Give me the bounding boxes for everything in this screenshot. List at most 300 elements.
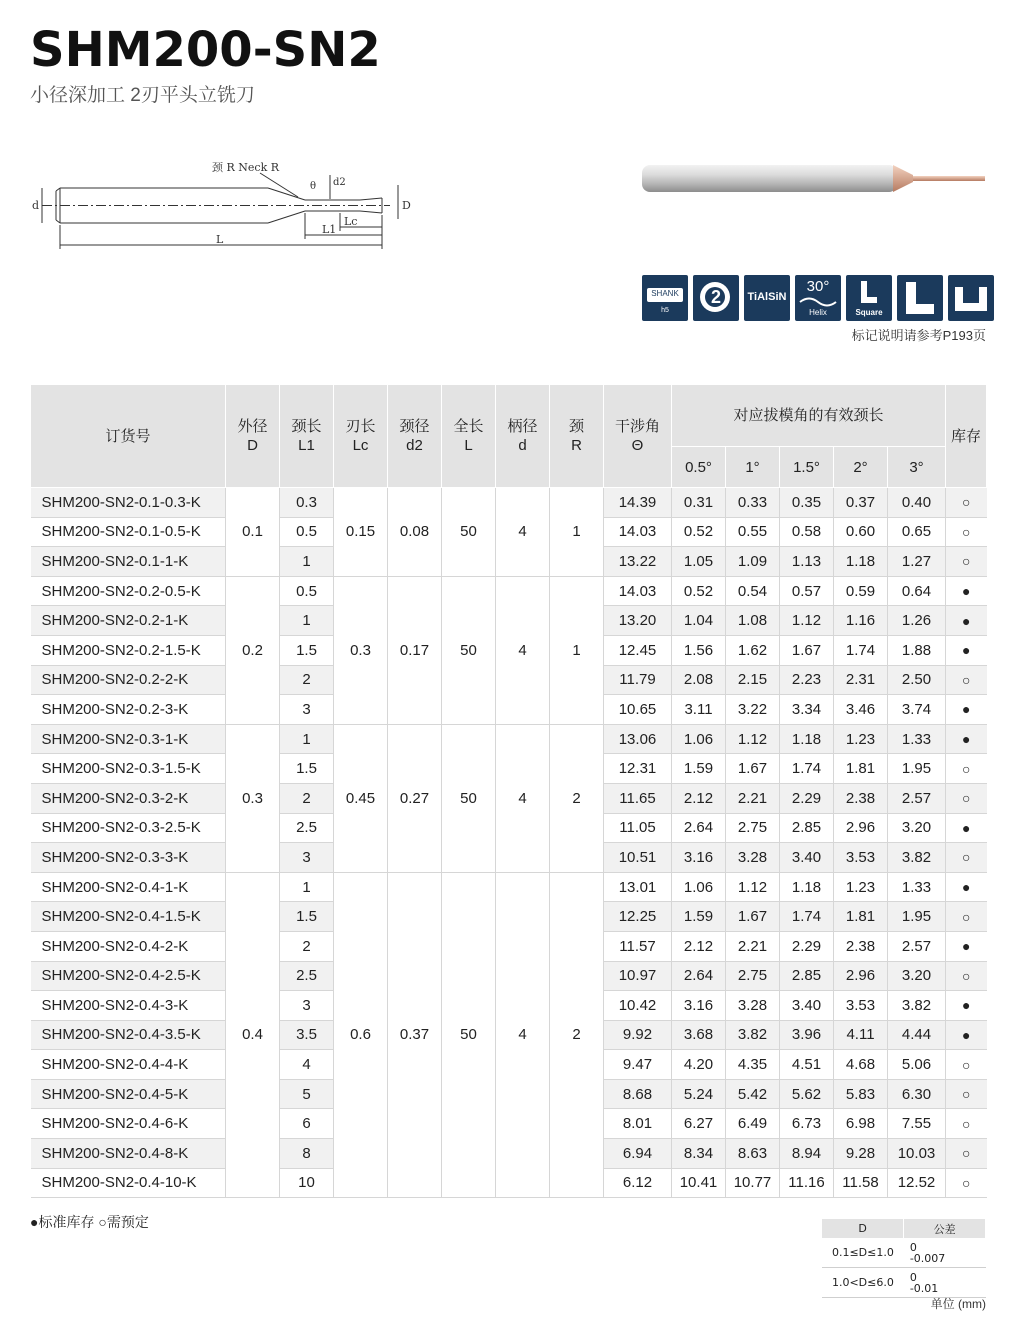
effective-length-cell: 7.55 [888, 1109, 946, 1139]
neck-length-cell: 0.5 [280, 576, 334, 606]
effective-length-cell: 1.12 [726, 724, 780, 754]
stock-status-cell: ○ [946, 665, 987, 695]
effective-length-cell: 1.59 [672, 902, 726, 932]
neck-length-cell: 1.5 [280, 635, 334, 665]
order-number-cell: SHM200-SN2-0.2-1-K [31, 606, 226, 636]
effective-length-cell: 1.06 [672, 872, 726, 902]
effective-length-cell: 1.16 [834, 606, 888, 636]
neck-length-cell: 8 [280, 1139, 334, 1169]
stock-status-cell: ○ [946, 1109, 987, 1139]
overall-length-cell: 50 [442, 488, 496, 577]
order-number-cell: SHM200-SN2-0.4-5-K [31, 1079, 226, 1109]
header-L1 [280, 385, 334, 488]
interference-angle-cell: 11.79 [604, 665, 672, 695]
effective-length-cell: 3.11 [672, 695, 726, 725]
effective-length-cell: 3.82 [888, 843, 946, 873]
effective-length-cell: 1.95 [888, 754, 946, 784]
tolerance-upper: 0 [909, 1240, 917, 1254]
effective-length-cell: 1.05 [672, 547, 726, 577]
neck-length-cell: 2.5 [280, 961, 334, 991]
effective-length-cell: 3.74 [888, 695, 946, 725]
L1-label: L1 [322, 223, 337, 236]
effective-length-cell: 0.55 [726, 517, 780, 547]
feature-icons [642, 275, 994, 321]
effective-length-cell: 0.35 [780, 488, 834, 518]
outer-diameter-cell: 0.1 [226, 488, 280, 577]
effective-length-cell: 1.12 [780, 606, 834, 636]
interference-angle-cell: 10.42 [604, 991, 672, 1021]
effective-length-cell: 9.28 [834, 1139, 888, 1169]
effective-length-cell: 2.50 [888, 665, 946, 695]
effective-length-cell: 2.29 [780, 783, 834, 813]
effective-length-cell: 11.58 [834, 1168, 888, 1198]
order-number-cell: SHM200-SN2-0.4-1-K [31, 872, 226, 902]
effective-length-cell: 1.74 [780, 902, 834, 932]
tolerance-value [904, 1268, 986, 1298]
effective-length-cell: 2.57 [888, 783, 946, 813]
effective-length-cell: 4.44 [888, 1020, 946, 1050]
order-number-cell: SHM200-SN2-0.4-8-K [31, 1139, 226, 1169]
neck-length-cell: 2 [280, 931, 334, 961]
neck-diameter-cell: 0.08 [388, 488, 442, 577]
effective-length-cell: 1.74 [780, 754, 834, 784]
l-shape-icon [897, 275, 943, 321]
neck-diameter-cell: 0.27 [388, 724, 442, 872]
tolerance-lower: -0.01 [909, 1281, 939, 1295]
stock-status-cell: ● [946, 576, 987, 606]
effective-length-cell: 1.09 [726, 547, 780, 577]
effective-length-cell: 1.18 [834, 547, 888, 577]
stock-status-cell: ● [946, 931, 987, 961]
tolerance-range: 0.1≤D≤1.0 [822, 1238, 904, 1268]
shank-tolerance-label: h5 [661, 307, 669, 314]
header-R-cn: 颈 [568, 418, 584, 435]
effective-length-cell: 2.64 [672, 813, 726, 843]
theta-label: θ [310, 181, 317, 192]
effective-length-cell: 6.73 [780, 1109, 834, 1139]
slot-icon [948, 275, 994, 321]
stock-status-cell: ○ [946, 1168, 987, 1198]
order-number-cell: SHM200-SN2-0.4-1.5-K [31, 902, 226, 932]
stock-status-cell: ○ [946, 488, 987, 518]
table-row [31, 488, 987, 518]
effective-length-cell: 3.40 [780, 843, 834, 873]
effective-length-cell: 2.21 [726, 931, 780, 961]
shank-diameter-cell: 4 [496, 576, 550, 724]
overall-length-cell: 50 [442, 576, 496, 724]
outer-diameter-cell: 0.4 [226, 872, 280, 1198]
effective-length-cell: 1.67 [726, 902, 780, 932]
header-D [226, 385, 280, 488]
effective-length-cell: 1.59 [672, 754, 726, 784]
overall-length-cell: 50 [442, 724, 496, 872]
neck-r-cell: 1 [550, 576, 604, 724]
stock-status-cell: ● [946, 635, 987, 665]
header-d-sym: d [518, 437, 527, 454]
stock-status-cell: ○ [946, 517, 987, 547]
shank-label: SHANK [651, 289, 679, 298]
square-end-icon [846, 275, 892, 321]
effective-length-cell: 6.27 [672, 1109, 726, 1139]
order-number-cell: SHM200-SN2-0.1-1-K [31, 547, 226, 577]
header-L1-cn: 颈长 [291, 418, 322, 435]
effective-length-cell: 1.95 [888, 902, 946, 932]
header-Lc-cn: 刃长 [345, 418, 376, 435]
tolerance-value [904, 1238, 986, 1268]
order-number-cell: SHM200-SN2-0.2-3-K [31, 695, 226, 725]
effective-length-cell: 2.64 [672, 961, 726, 991]
table-row [31, 576, 987, 606]
effective-length-cell: 6.49 [726, 1109, 780, 1139]
stock-status-cell: ○ [946, 1079, 987, 1109]
effective-length-cell: 2.75 [726, 813, 780, 843]
effective-length-cell: 0.33 [726, 488, 780, 518]
effective-length-cell: 3.68 [672, 1020, 726, 1050]
effective-length-cell: 10.03 [888, 1139, 946, 1169]
effective-length-cell: 1.13 [780, 547, 834, 577]
stock-status-cell: ● [946, 1020, 987, 1050]
header-stock: 库存 [946, 385, 987, 488]
effective-length-cell: 3.20 [888, 961, 946, 991]
effective-length-cell: 2.85 [780, 961, 834, 991]
effective-length-cell: 4.20 [672, 1050, 726, 1080]
effective-length-cell: 0.65 [888, 517, 946, 547]
spec-table [30, 384, 987, 1198]
shank-h5-icon [642, 275, 688, 321]
effective-length-cell: 5.83 [834, 1079, 888, 1109]
order-number-cell: SHM200-SN2-0.4-10-K [31, 1168, 226, 1198]
effective-length-cell: 0.52 [672, 576, 726, 606]
header-d2-cn: 颈径 [399, 418, 430, 435]
order-number-cell: SHM200-SN2-0.2-0.5-K [31, 576, 226, 606]
two-flute-icon [693, 275, 739, 321]
effective-length-cell: 2.38 [834, 783, 888, 813]
effective-length-cell: 8.63 [726, 1139, 780, 1169]
effective-length-cell: 4.51 [780, 1050, 834, 1080]
order-number-cell: SHM200-SN2-0.3-1-K [31, 724, 226, 754]
effective-length-cell: 1.23 [834, 724, 888, 754]
effective-length-cell: 2.12 [672, 931, 726, 961]
effective-length-cell: 3.16 [672, 991, 726, 1021]
header-R [550, 385, 604, 488]
neck-r-cell: 2 [550, 724, 604, 872]
tool-photo [638, 160, 988, 200]
header-angle: 1° [726, 447, 780, 488]
header-Lc [334, 385, 388, 488]
effective-length-cell: 3.16 [672, 843, 726, 873]
tolerance-table [822, 1219, 986, 1298]
interference-angle-cell: 13.22 [604, 547, 672, 577]
interference-angle-cell: 12.45 [604, 635, 672, 665]
neck-length-cell: 1 [280, 606, 334, 636]
effective-length-cell: 11.16 [780, 1168, 834, 1198]
tolerance-upper: 0 [909, 1270, 917, 1284]
interference-angle-cell: 8.68 [604, 1079, 672, 1109]
neck-diameter-cell: 0.17 [388, 576, 442, 724]
tolerance-lower: -0.007 [909, 1251, 946, 1265]
shank-diameter-cell: 4 [496, 488, 550, 577]
effective-length-cell: 3.40 [780, 991, 834, 1021]
neck-length-cell: 3 [280, 991, 334, 1021]
effective-length-cell: 3.34 [780, 695, 834, 725]
effective-length-cell: 6.30 [888, 1079, 946, 1109]
flute-length-cell: 0.6 [334, 872, 388, 1198]
neck-length-cell: 3 [280, 843, 334, 873]
effective-length-cell: 1.27 [888, 547, 946, 577]
order-required-label: 需预定 [106, 1214, 149, 1230]
header-L-cn: 全长 [453, 418, 484, 435]
interference-angle-cell: 10.97 [604, 961, 672, 991]
neck-length-cell: 2 [280, 665, 334, 695]
header-angle: 1.5° [780, 447, 834, 488]
effective-length-cell: 8.94 [780, 1139, 834, 1169]
effective-length-cell: 1.67 [726, 754, 780, 784]
d2-label: d2 [333, 177, 346, 188]
header-order: 订货号 [31, 385, 226, 488]
helix-icon [795, 275, 841, 321]
effective-length-cell: 2.85 [780, 813, 834, 843]
order-number-cell: SHM200-SN2-0.4-2.5-K [31, 961, 226, 991]
effective-length-cell: 0.58 [780, 517, 834, 547]
interference-angle-cell: 8.01 [604, 1109, 672, 1139]
icons-note: 标记说明请参考P193页 [851, 328, 986, 343]
effective-length-cell: 0.40 [888, 488, 946, 518]
interference-angle-cell: 6.94 [604, 1139, 672, 1169]
order-number-cell: SHM200-SN2-0.3-2.5-K [31, 813, 226, 843]
effective-length-cell: 5.24 [672, 1079, 726, 1109]
order-number-cell: SHM200-SN2-0.4-3.5-K [31, 1020, 226, 1050]
interference-angle-cell: 13.20 [604, 606, 672, 636]
effective-length-cell: 5.06 [888, 1050, 946, 1080]
effective-length-cell: 3.53 [834, 991, 888, 1021]
interference-angle-cell: 14.39 [604, 488, 672, 518]
effective-length-cell: 1.12 [726, 872, 780, 902]
effective-length-cell: 1.08 [726, 606, 780, 636]
neck-length-cell: 6 [280, 1109, 334, 1139]
effective-length-cell: 2.57 [888, 931, 946, 961]
effective-length-cell: 4.35 [726, 1050, 780, 1080]
interference-angle-cell: 13.01 [604, 872, 672, 902]
neck-length-cell: 3 [280, 695, 334, 725]
header-d-cn: 柄径 [507, 418, 538, 435]
header-D-sym: D [247, 437, 258, 454]
L-label: L [216, 233, 224, 246]
overall-length-cell: 50 [442, 872, 496, 1198]
effective-length-cell: 1.18 [780, 872, 834, 902]
interference-angle-cell: 11.05 [604, 813, 672, 843]
neck-diameter-cell: 0.37 [388, 872, 442, 1198]
header-theta-sym: Θ [631, 437, 644, 454]
neck-length-cell: 1.5 [280, 754, 334, 784]
effective-length-cell: 3.53 [834, 843, 888, 873]
order-number-cell: SHM200-SN2-0.4-3-K [31, 991, 226, 1021]
effective-length-cell: 0.59 [834, 576, 888, 606]
effective-length-cell: 5.62 [780, 1079, 834, 1109]
effective-length-cell: 3.82 [888, 991, 946, 1021]
neck-length-cell: 1 [280, 872, 334, 902]
neck-r-cell: 2 [550, 872, 604, 1198]
effective-length-cell: 1.67 [780, 635, 834, 665]
header-D-cn: 外径 [237, 418, 268, 435]
interference-angle-cell: 9.92 [604, 1020, 672, 1050]
effective-length-cell: 2.75 [726, 961, 780, 991]
effective-length-cell: 3.20 [888, 813, 946, 843]
interference-angle-cell: 12.31 [604, 754, 672, 784]
coating-icon [744, 275, 790, 321]
standard-stock-label: 标准库存 [38, 1214, 95, 1230]
d-label: d [32, 199, 40, 212]
neck-length-cell: 2.5 [280, 813, 334, 843]
effective-length-cell: 3.28 [726, 991, 780, 1021]
neck-length-cell: 1 [280, 724, 334, 754]
effective-length-cell: 0.57 [780, 576, 834, 606]
effective-length-cell: 2.31 [834, 665, 888, 695]
interference-angle-cell: 11.65 [604, 783, 672, 813]
shank-diameter-cell: 4 [496, 872, 550, 1198]
effective-length-cell: 1.04 [672, 606, 726, 636]
header-angle: 3° [888, 447, 946, 488]
header-d2-sym: d2 [406, 437, 423, 454]
order-number-cell: SHM200-SN2-0.1-0.3-K [31, 488, 226, 518]
interference-angle-cell: 10.51 [604, 843, 672, 873]
stock-status-cell: ● [946, 813, 987, 843]
effective-length-cell: 2.38 [834, 931, 888, 961]
header-d [496, 385, 550, 488]
interference-angle-cell: 9.47 [604, 1050, 672, 1080]
effective-length-cell: 2.96 [834, 961, 888, 991]
effective-length-cell: 3.82 [726, 1020, 780, 1050]
D-label: D [402, 199, 411, 212]
effective-length-cell: 0.31 [672, 488, 726, 518]
effective-length-cell: 1.18 [780, 724, 834, 754]
flute-count: 2 [710, 287, 721, 307]
interference-angle-cell: 14.03 [604, 576, 672, 606]
neck-length-cell: 1.5 [280, 902, 334, 932]
Lc-label: Lc [344, 215, 358, 228]
header-L-sym: L [464, 437, 473, 454]
stock-legend [30, 1212, 149, 1232]
effective-length-cell: 0.64 [888, 576, 946, 606]
shank-diameter-cell: 4 [496, 724, 550, 872]
header-L1-sym: L1 [298, 437, 315, 454]
unit-note: 单位 (mm) [930, 1297, 986, 1311]
stock-status-cell: ● [946, 872, 987, 902]
effective-length-cell: 2.15 [726, 665, 780, 695]
header-Lc-sym: Lc [352, 437, 369, 454]
flute-length-cell: 0.3 [334, 576, 388, 724]
effective-length-cell: 1.33 [888, 872, 946, 902]
effective-length-cell: 3.22 [726, 695, 780, 725]
stock-status-cell: ○ [946, 783, 987, 813]
header-theta-cn: 干涉角 [614, 418, 660, 435]
interference-angle-cell: 6.12 [604, 1168, 672, 1198]
tolerance-header-D: D [822, 1219, 904, 1238]
flute-length-cell: 0.15 [334, 488, 388, 577]
neck-r-cell: 1 [550, 488, 604, 577]
effective-length-cell: 2.21 [726, 783, 780, 813]
interference-angle-cell: 14.03 [604, 517, 672, 547]
tolerance-range: 1.0<D≤6.0 [822, 1268, 904, 1298]
neck-length-cell: 1 [280, 547, 334, 577]
outer-diameter-cell: 0.3 [226, 724, 280, 872]
helix-label: Helix [809, 308, 827, 317]
effective-length-cell: 3.28 [726, 843, 780, 873]
effective-length-cell: 1.56 [672, 635, 726, 665]
effective-length-cell: 1.81 [834, 754, 888, 784]
square-label: Square [855, 308, 883, 317]
effective-length-cell: 2.29 [780, 931, 834, 961]
order-number-cell: SHM200-SN2-0.2-2-K [31, 665, 226, 695]
helix-angle: 30° [806, 278, 830, 295]
stock-status-cell: ● [946, 695, 987, 725]
stock-status-cell: ● [946, 724, 987, 754]
header-d2 [388, 385, 442, 488]
effective-length-cell: 10.77 [726, 1168, 780, 1198]
header-R-sym: R [571, 437, 582, 454]
neck-length-cell: 4 [280, 1050, 334, 1080]
order-number-cell: SHM200-SN2-0.3-1.5-K [31, 754, 226, 784]
stock-status-cell: ○ [946, 961, 987, 991]
effective-length-cell: 6.98 [834, 1109, 888, 1139]
effective-length-cell: 0.52 [672, 517, 726, 547]
tolerance-header-value: 公差 [904, 1219, 986, 1238]
spec-table-body [31, 488, 987, 1198]
neck-r-label: 颈 R Neck R [212, 161, 280, 174]
page-title: SHM200-SN2 [30, 22, 381, 78]
standard-stock-symbol: ● [30, 1214, 39, 1230]
stock-status-cell: ● [946, 991, 987, 1021]
neck-length-cell: 0.5 [280, 517, 334, 547]
effective-length-cell: 1.23 [834, 872, 888, 902]
header-theta [604, 385, 672, 488]
effective-length-cell: 1.26 [888, 606, 946, 636]
stock-status-cell: ○ [946, 902, 987, 932]
effective-length-cell: 1.88 [888, 635, 946, 665]
order-number-cell: SHM200-SN2-0.4-6-K [31, 1109, 226, 1139]
effective-length-cell: 2.12 [672, 783, 726, 813]
order-number-cell: SHM200-SN2-0.4-2-K [31, 931, 226, 961]
order-number-cell: SHM200-SN2-0.2-1.5-K [31, 635, 226, 665]
effective-length-cell: 0.60 [834, 517, 888, 547]
stock-status-cell: ○ [946, 1050, 987, 1080]
effective-length-cell: 10.41 [672, 1168, 726, 1198]
stock-status-cell: ● [946, 606, 987, 636]
interference-angle-cell: 13.06 [604, 724, 672, 754]
order-number-cell: SHM200-SN2-0.4-4-K [31, 1050, 226, 1080]
neck-length-cell: 0.3 [280, 488, 334, 518]
outer-diameter-cell: 0.2 [226, 576, 280, 724]
order-number-cell: SHM200-SN2-0.3-3-K [31, 843, 226, 873]
table-row [31, 724, 987, 754]
effective-length-cell: 1.62 [726, 635, 780, 665]
effective-length-cell: 2.23 [780, 665, 834, 695]
neck-length-cell: 2 [280, 783, 334, 813]
header-angle: 2° [834, 447, 888, 488]
stock-status-cell: ○ [946, 547, 987, 577]
order-number-cell: SHM200-SN2-0.1-0.5-K [31, 517, 226, 547]
interference-angle-cell: 10.65 [604, 695, 672, 725]
effective-length-cell: 1.74 [834, 635, 888, 665]
interference-angle-cell: 12.25 [604, 902, 672, 932]
effective-length-cell: 0.54 [726, 576, 780, 606]
effective-length-cell: 1.81 [834, 902, 888, 932]
effective-length-cell: 3.46 [834, 695, 888, 725]
order-required-symbol: ○ [98, 1214, 107, 1230]
header-L [442, 385, 496, 488]
coating-label: TiAlSiN [747, 291, 787, 303]
stock-status-cell: ○ [946, 754, 987, 784]
stock-status-cell: ○ [946, 1139, 987, 1169]
